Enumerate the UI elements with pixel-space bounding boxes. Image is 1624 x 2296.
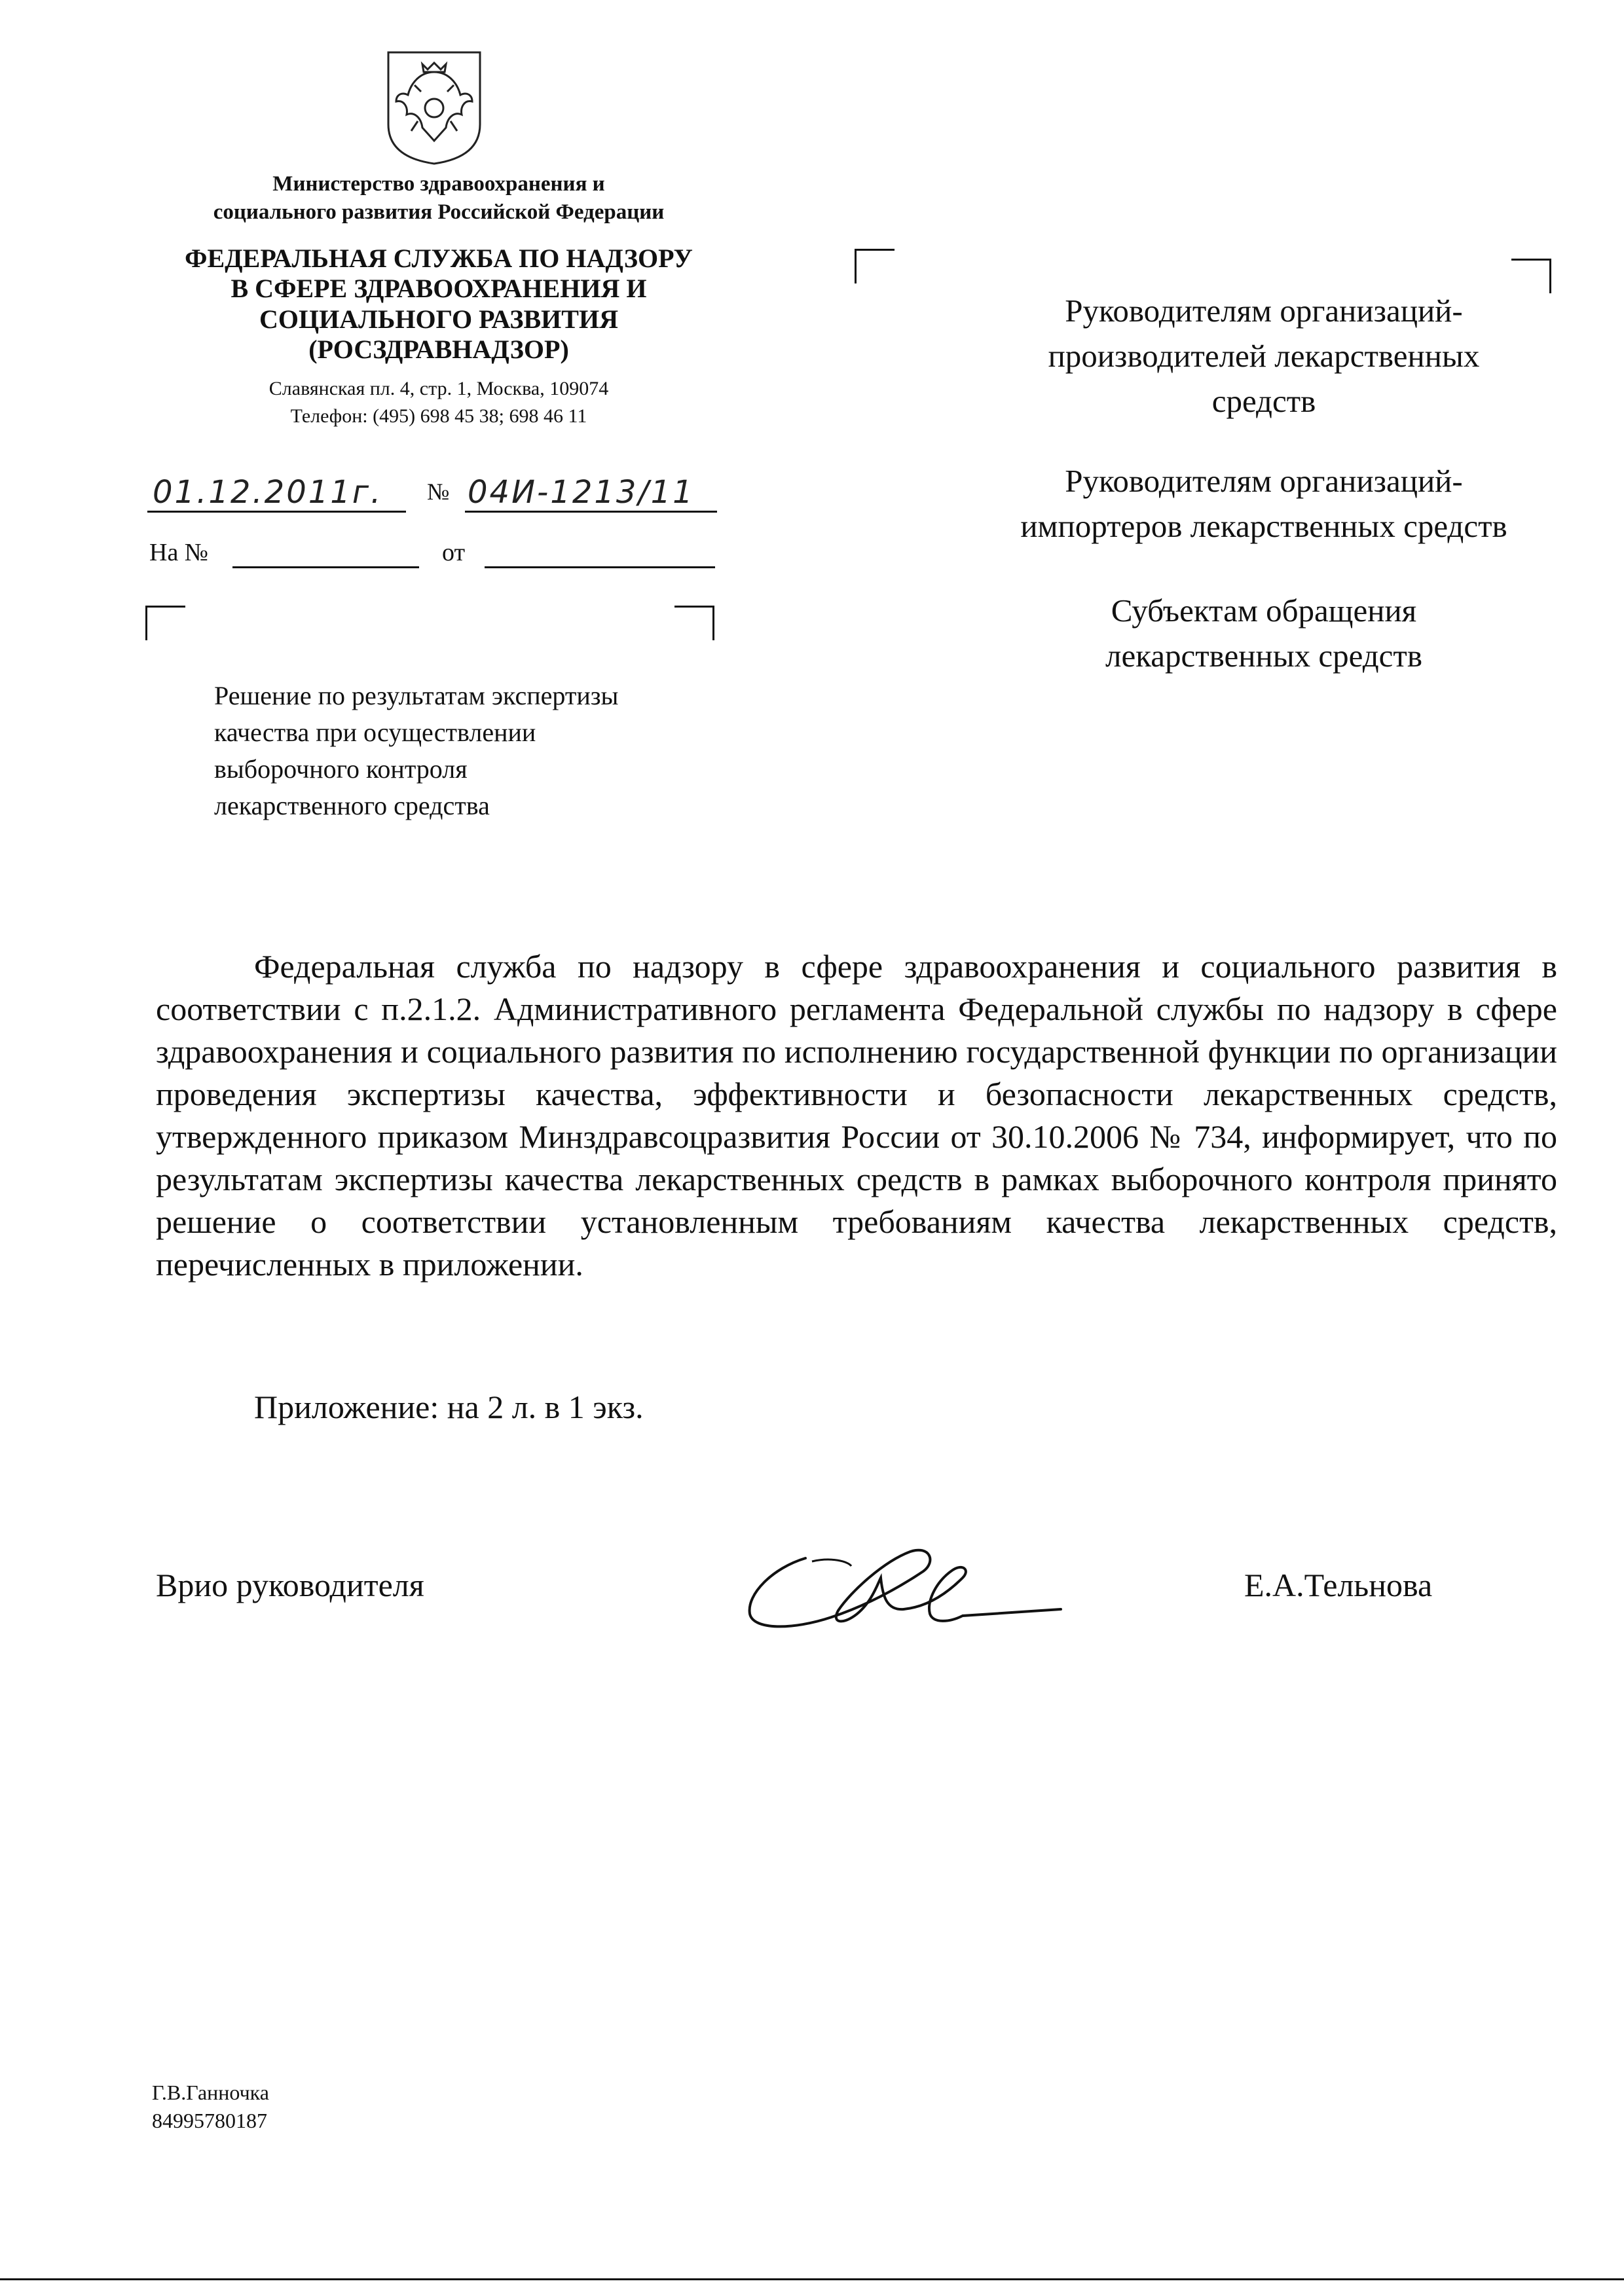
- subject-line: Решение по результатам экспертизы: [214, 681, 619, 710]
- recipient-bracket-left: [855, 249, 895, 283]
- service-name: [131, 244, 747, 365]
- recipient-line: средств: [1211, 383, 1316, 420]
- executor-block: [152, 2079, 269, 2135]
- service-line: (РОСЗДРАВНАДЗОР): [308, 335, 569, 365]
- bottom-border-line: [0, 2278, 1624, 2280]
- subject-line: лекарственного средства: [214, 791, 490, 820]
- registration-date: 01.12.2011г.: [153, 474, 383, 511]
- service-line: СОЦИАЛЬНОГО РАЗВИТИЯ: [259, 304, 618, 334]
- coat-of-arms-icon: [382, 46, 487, 167]
- recipient-line: Субъектам обращения: [1111, 592, 1417, 629]
- recipient-subjects: [930, 588, 1598, 678]
- service-line: ФЕДЕРАЛЬНАЯ СЛУЖБА ПО НАДЗОРУ: [185, 244, 693, 273]
- appendix-note: Приложение: на 2 л. в 1 экз.: [254, 1389, 644, 1425]
- recipient-line: импортеров лекарственных средств: [1020, 508, 1507, 545]
- recipient-line: Руководителям организаций-: [1065, 463, 1463, 499]
- subject-line: выборочного контроля: [214, 754, 468, 784]
- subject-line: качества при осуществлении: [214, 718, 536, 747]
- service-line: В СФЕРЕ ЗДРАВООХРАНЕНИЯ И: [231, 274, 647, 304]
- recipient-line: Руководителям организаций-: [1065, 293, 1463, 329]
- registration-date-field: [147, 460, 406, 513]
- reply-date-line: [485, 566, 715, 568]
- recipient-line: лекарственных средств: [1105, 638, 1422, 674]
- recipient-importers: [930, 458, 1598, 549]
- reply-from-label: от: [442, 539, 466, 566]
- signatory-name: Е.А.Тельнова: [1244, 1567, 1433, 1603]
- recipient-manufacturers: [930, 288, 1598, 424]
- address-block: [164, 375, 714, 430]
- recipient-line: производителей лекарственных: [1048, 338, 1480, 374]
- reply-to-label: На №: [149, 539, 209, 566]
- registration-number-field: [465, 460, 717, 513]
- registration-number-label: №: [427, 479, 450, 505]
- address: Славянская пл. 4, стр. 1, Москва, 109074: [268, 378, 609, 399]
- registration-number: 04И-1213/11: [468, 474, 695, 511]
- executor-phone: 84995780187: [152, 2109, 267, 2133]
- phone: Телефон: (495) 698 45 38; 698 46 11: [290, 405, 587, 427]
- ministry-line: Министерство здравоохранения и: [272, 172, 605, 196]
- signature-icon: [733, 1532, 1074, 1650]
- letter-subject: [214, 678, 803, 824]
- executor-name: Г.В.Ганночка: [152, 2081, 269, 2104]
- letter-body: Федеральная служба по надзору в сфере здравоохранения и социального развития в соответствии с п.2.1.2. Административного регламента Федеральной службы по надзору в сфере здравоохранения и социального развития по исполнению государственной функции по организации проведения экспертизы качества, эффективности и безопасности лекарственных средств, утвержденного приказом Минздравсоцразвития России от 30.10.2006 № 734, информирует, что по результатам экспертизы качества лекарственных средств в рамках выборочного контроля принято решение о соответствии установленным требованиям качества лекарственных средств, перечисленных в приложении.: [156, 948, 1557, 1283]
- reply-number-line: [232, 566, 419, 568]
- signatory-title: Врио руководителя: [156, 1567, 424, 1603]
- subject-bracket-left: [145, 606, 185, 640]
- ministry-name: [164, 170, 714, 227]
- ministry-line: социального развития Российской Федерации: [213, 200, 665, 224]
- subject-bracket-right: [674, 606, 714, 640]
